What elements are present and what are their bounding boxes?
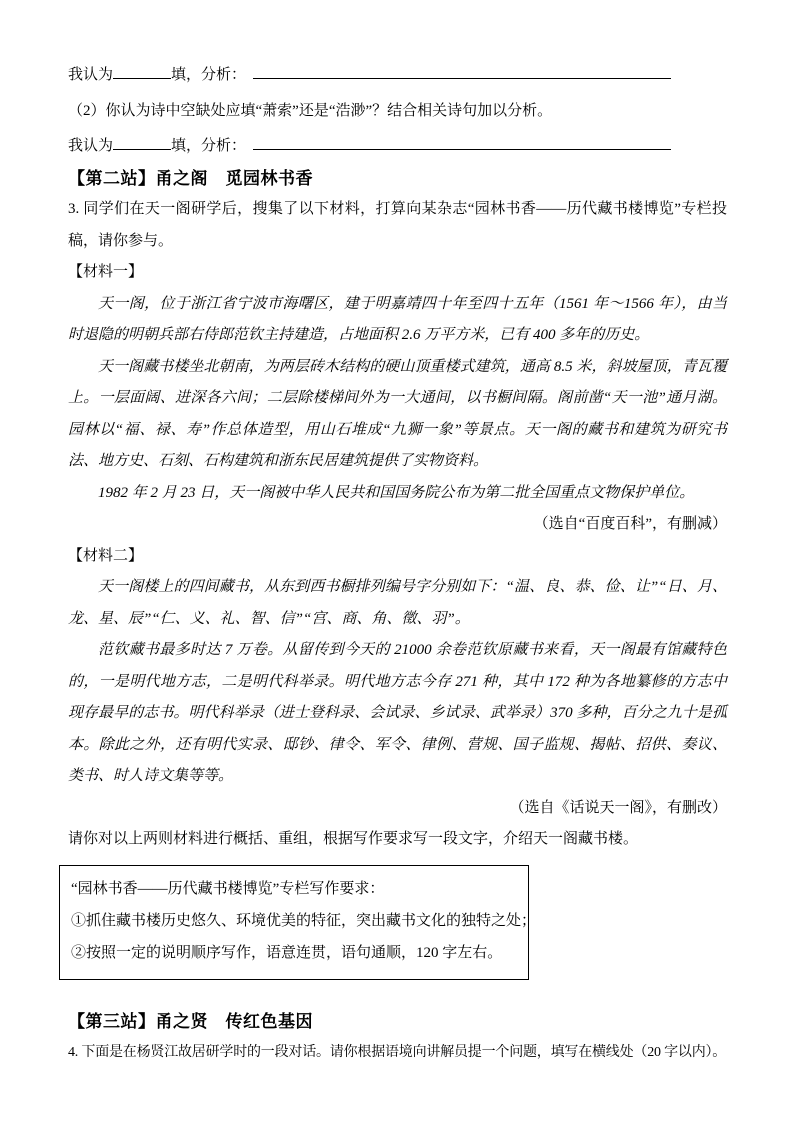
task-intro: 请你对以上两则材料进行概括、重组，根据写作要求写一段文字，介绍天一阁藏书楼。 (68, 831, 639, 847)
fill-blank-long (253, 60, 671, 79)
requirement-item: ①抓住藏书楼历史悠久、环境优美的特征，突出藏书文化的独特之处； (71, 912, 537, 929)
item-3-intro: 3. 同学们在天一阁研学后，搜集了以下材料，打算向某杂志“园林书香——历代藏书楼博览”专栏投稿，请你参与。 (68, 201, 727, 249)
fill-blank-short (113, 131, 171, 150)
answer-prefix: 我认为 (68, 67, 114, 83)
requirements-title: “园林书香——历代藏书楼博览”专栏写作要求： (71, 880, 385, 897)
answer-line-1 (68, 60, 727, 92)
section-3-heading: 【第三站】甬之贤 传红色基因 (68, 1011, 313, 1031)
material-1-paragraph: 天一阁藏书楼坐北朝南，为两层砖木结构的硬山顶重楼式建筑，通高 8.5 米，斜坡屋顶，青瓦覆上。一层面阔、进深各六间；二层除楼梯间外为一大通间，以书橱间隔。阁前凿“天一池”通月湖。园林以“福、禄、寿”作总体造型，用山石堆成“九狮一象”等景点。天一阁的藏书和建筑为研究书法、地方史、石刻、石构建筑和浙东民居建筑提供了实物资料。 (68, 358, 727, 469)
material-1-paragraph: 1982 年 2 月 23 日，天一阁被中华人民共和国国务院公布为第二批全国重点文物保护单位。 (98, 484, 695, 501)
material-1-attribution: （选自“百度百科”，有删减） (533, 516, 727, 532)
material-2-paragraph: 范钦藏书最多时达 7 万卷。从留传到今天的 21000 余卷范钦原藏书来看，天一阁最有馆藏特色的，一是明代地方志，二是明代科举录。明代地方志今存 271 种，其中 172 种为各地纂修的方志中现存最早的志书。明代科举录（进士登科录、会试录、乡试录、武举录）370 多种，百分之九十是孤本。除此之外，还有明代实录、邸钞、律令、军令、律例、营规、国子监规、揭帖、招供、奏议、类书、时人诗文集等等。 (68, 642, 727, 784)
material-2-label: 【材料二】 (68, 547, 144, 564)
answer-middle: 填，分析： (171, 138, 247, 154)
writing-requirements-box (59, 865, 537, 980)
answer-line-2 (68, 131, 727, 163)
item-4-intro: 4. 下面是在杨贤江故居研学时的一段对话。请你根据语境向讲解员提一个问题，填写在横线处（20 字以内）。 (68, 1045, 727, 1060)
requirement-item: ②按照一定的说明顺序写作，语意连贯，语句通顺，120 字左右。 (71, 944, 503, 961)
answer-prefix: 我认为 (68, 138, 114, 154)
material-1-label: 【材料一】 (68, 264, 144, 280)
fill-blank-long (253, 131, 671, 150)
section-2-heading: 【第二站】甬之阁 觅园林书香 (68, 168, 313, 188)
material-2-paragraph: 天一阁楼上的四间藏书，从东到西书橱排列编号字分别如下：“温、良、恭、俭、让”“日、月、龙、星、辰”“仁、义、礼、智、信”“宫、商、角、徵、羽”。 (68, 579, 727, 627)
material-2-attribution: （选自《话说天一阁》，有删改） (509, 799, 727, 816)
material-1-paragraph: 天一阁，位于浙江省宁波市海曙区，建于明嘉靖四十年至四十五年（1561 年～1566 年），由当时退隐的明朝兵部右侍郎范钦主持建造，占地面积 2.6 万平方米，已有 400 多年的历史。 (68, 295, 727, 343)
fill-blank-short (113, 60, 171, 79)
question-2: （2）你认为诗中空缺处应填“萧索”还是“浩渺”？结合相关诗句加以分析。 (68, 102, 553, 119)
answer-middle: 填，分析： (171, 67, 247, 83)
